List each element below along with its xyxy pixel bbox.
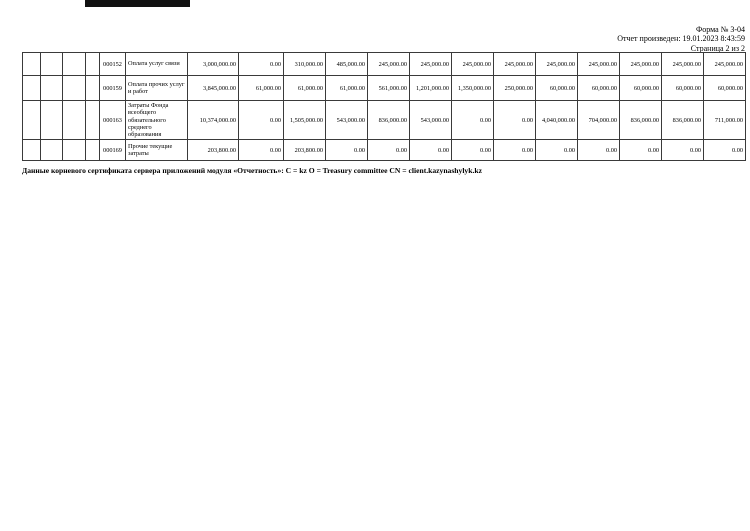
- empty-cell: [41, 76, 63, 101]
- value-cell: 60,000.00: [620, 76, 662, 101]
- row-name: Оплата услуг связи: [126, 53, 188, 76]
- row-name: Прочие текущие затраты: [126, 140, 188, 161]
- value-cell: 310,000.00: [284, 53, 326, 76]
- value-cell: 61,000.00: [239, 76, 284, 101]
- value-cell: 0.00: [239, 101, 284, 140]
- value-cell: 245,000.00: [620, 53, 662, 76]
- value-cell: 245,000.00: [368, 53, 410, 76]
- value-cell: 245,000.00: [662, 53, 704, 76]
- value-cell: 836,000.00: [620, 101, 662, 140]
- value-cell: 0.00: [494, 140, 536, 161]
- table-row: [23, 140, 746, 161]
- value-cell: 543,000.00: [326, 101, 368, 140]
- value-cell: 60,000.00: [536, 76, 578, 101]
- value-cell: 0.00: [410, 140, 452, 161]
- value-cell: 245,000.00: [410, 53, 452, 76]
- value-cell: 1,505,000.00: [284, 101, 326, 140]
- empty-cell: [63, 53, 86, 76]
- value-cell: 10,374,000.00: [188, 101, 239, 140]
- table-row: [23, 53, 746, 76]
- value-cell: 0.00: [326, 140, 368, 161]
- value-cell: 561,000.00: [368, 76, 410, 101]
- row-code: 000152: [100, 53, 126, 76]
- empty-cell: [86, 140, 100, 161]
- value-cell: 485,000.00: [326, 53, 368, 76]
- value-cell: 250,000.00: [494, 76, 536, 101]
- value-cell: 4,040,000.00: [536, 101, 578, 140]
- empty-cell: [23, 101, 41, 140]
- empty-cell: [41, 53, 63, 76]
- value-cell: 3,845,000.00: [188, 76, 239, 101]
- empty-cell: [41, 140, 63, 161]
- report-generated-timestamp: Отчет произведен: 19.01.2023 8:43:59: [617, 34, 745, 44]
- value-cell: 0.00: [452, 140, 494, 161]
- table-row: [23, 76, 746, 101]
- value-cell: 704,000.00: [578, 101, 620, 140]
- value-cell: 0.00: [662, 140, 704, 161]
- value-cell: 60,000.00: [578, 76, 620, 101]
- value-cell: 1,201,000.00: [410, 76, 452, 101]
- value-cell: 0.00: [452, 101, 494, 140]
- form-number-label: Форма № 3-04: [695, 25, 745, 34]
- empty-cell: [86, 76, 100, 101]
- value-cell: 0.00: [368, 140, 410, 161]
- value-cell: 60,000.00: [704, 76, 746, 101]
- value-cell: 61,000.00: [284, 76, 326, 101]
- report-header: [617, 25, 745, 53]
- value-cell: 245,000.00: [704, 53, 746, 76]
- table-row: [23, 101, 746, 140]
- value-cell: 0.00: [620, 140, 662, 161]
- certificate-note: Данные корневого сертификата сервера приложений модуля «Отчетность»: C = kz O = Treasury committee CN = client.kazynashylyk.kz: [22, 166, 482, 175]
- empty-cell: [63, 101, 86, 140]
- empty-cell: [63, 76, 86, 101]
- report-table: [22, 52, 746, 161]
- value-cell: 245,000.00: [452, 53, 494, 76]
- value-cell: 0.00: [239, 53, 284, 76]
- value-cell: 836,000.00: [662, 101, 704, 140]
- value-cell: 0.00: [239, 140, 284, 161]
- row-code: 000163: [100, 101, 126, 140]
- empty-cell: [86, 53, 100, 76]
- row-code: 000169: [100, 140, 126, 161]
- value-cell: 1,350,000.00: [452, 76, 494, 101]
- row-name: Затраты Фонда всеобщего обязательного среднего образования: [126, 101, 188, 140]
- value-cell: 203,800.00: [188, 140, 239, 161]
- value-cell: 0.00: [704, 140, 746, 161]
- value-cell: 836,000.00: [368, 101, 410, 140]
- value-cell: 0.00: [494, 101, 536, 140]
- value-cell: 0.00: [578, 140, 620, 161]
- value-cell: 245,000.00: [494, 53, 536, 76]
- value-cell: 711,000.00: [704, 101, 746, 140]
- row-name: Оплата прочих услуг и работ: [126, 76, 188, 101]
- value-cell: 61,000.00: [326, 76, 368, 101]
- value-cell: 60,000.00: [662, 76, 704, 101]
- page-indicator: Страница 2 из 2: [690, 43, 745, 53]
- empty-cell: [86, 101, 100, 140]
- value-cell: 203,800.00: [284, 140, 326, 161]
- value-cell: 3,000,000.00: [188, 53, 239, 76]
- empty-cell: [23, 53, 41, 76]
- empty-cell: [23, 76, 41, 101]
- top-black-bar: [85, 0, 190, 7]
- empty-cell: [63, 140, 86, 161]
- value-cell: 245,000.00: [536, 53, 578, 76]
- empty-cell: [23, 140, 41, 161]
- value-cell: 543,000.00: [410, 101, 452, 140]
- value-cell: 0.00: [536, 140, 578, 161]
- row-code: 000159: [100, 76, 126, 101]
- value-cell: 245,000.00: [578, 53, 620, 76]
- empty-cell: [41, 101, 63, 140]
